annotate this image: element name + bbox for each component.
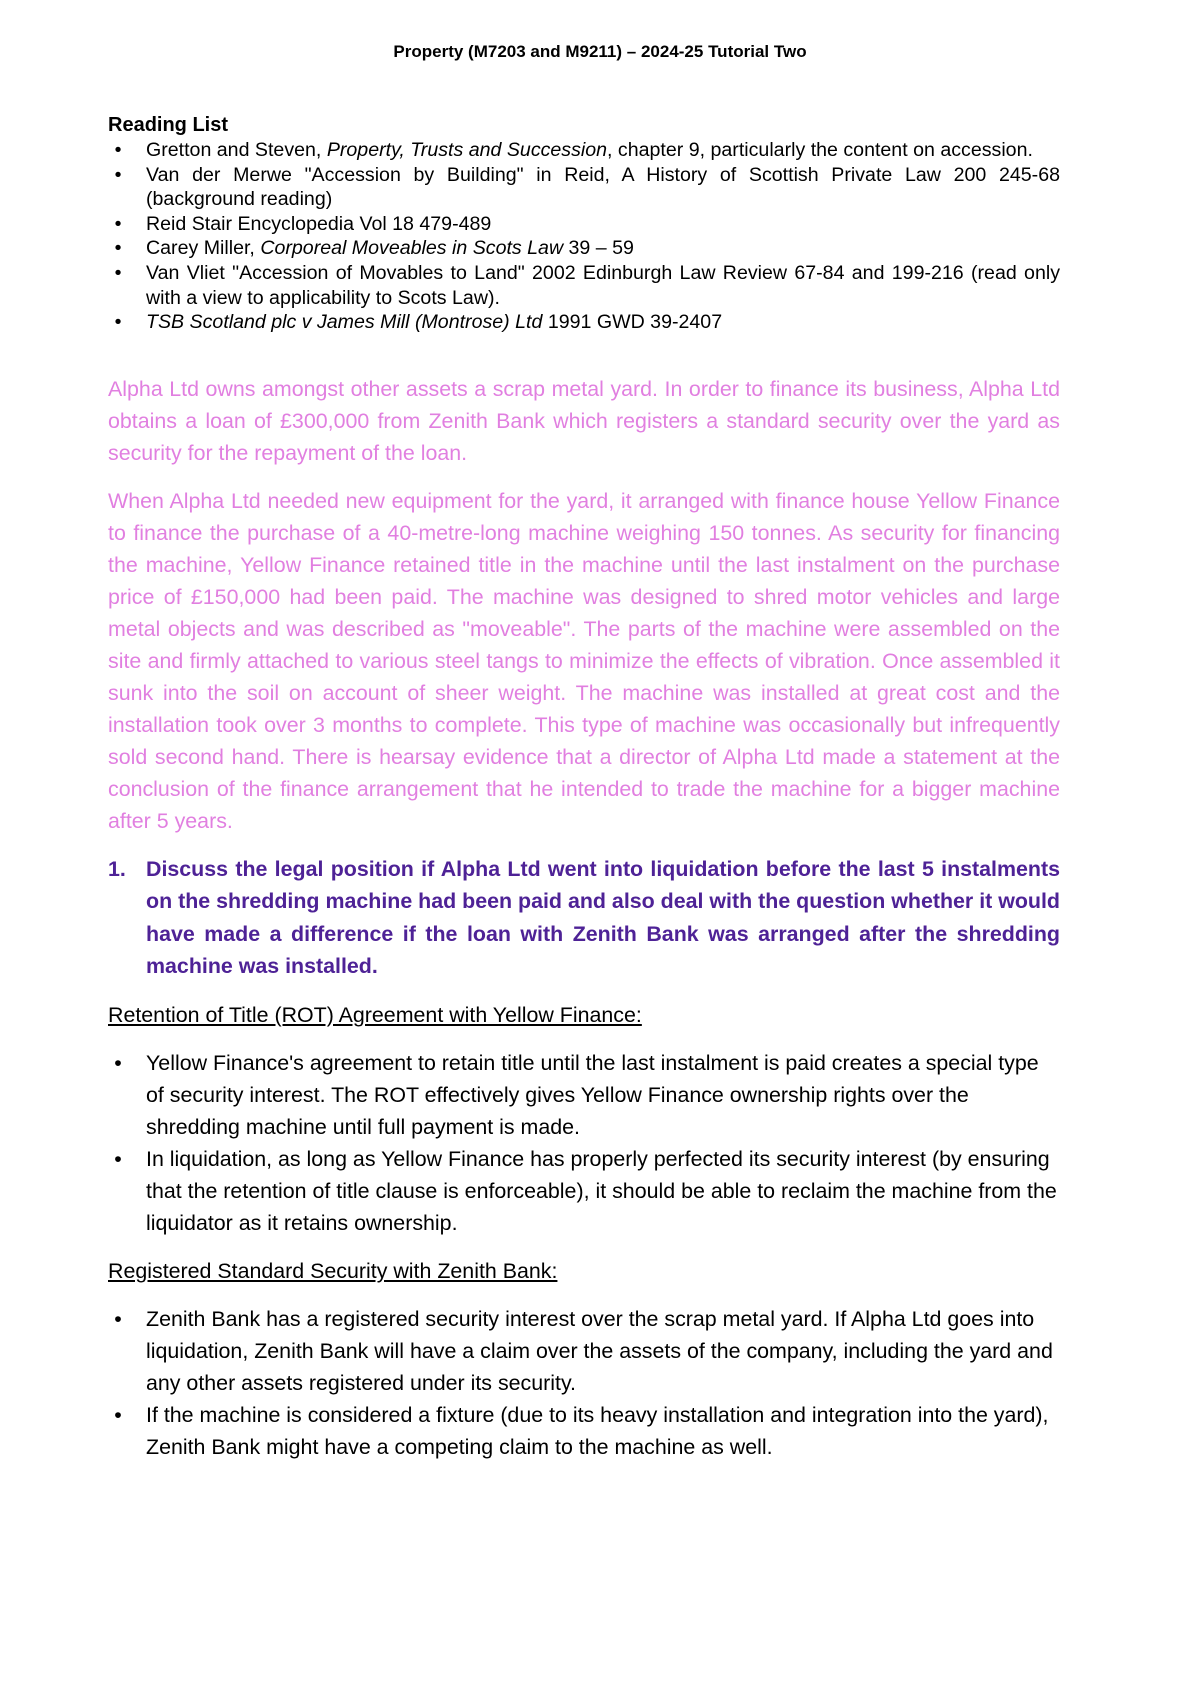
question-text: Discuss the legal position if Alpha Ltd went into liquidation before the last 5 instalments on the shredding machine had been paid and also deal with the question whether it would have made a difference if the loan with Zenith Bank was arranged after the shredding machine was installed. <box>146 856 1060 979</box>
reading-list <box>108 138 1060 335</box>
answer-bullet: • Yellow Finance's agreement to retain title until the last instalment is paid creates a special type of security interest. The ROT effectively gives Yellow Finance ownership rights over the shredding machine until full payment is made. <box>108 1047 1060 1143</box>
reading-list-item: • Van der Merwe "Accession by Building" in Reid, A History of Scottish Private Law 200 245-68 (background reading) <box>108 163 1060 212</box>
bullet-icon: • <box>114 212 122 235</box>
bullet-icon: • <box>114 237 122 260</box>
reading-list-item: • Carey Miller, Corporeal Moveables in Scots Law 39 – 59 <box>108 236 1060 261</box>
bullet-icon: • <box>114 1050 122 1075</box>
document-content <box>108 113 1060 1463</box>
bullet-icon: • <box>114 311 122 334</box>
question-1 <box>108 853 1060 983</box>
standard-security-section-heading: Registered Standard Security with Zenith Bank: <box>108 1258 558 1283</box>
scenario-paragraph-1: Alpha Ltd owns amongst other assets a scrap metal yard. In order to finance its business, Alpha Ltd obtains a loan of £300,000 from Zenith Bank which registers a standard security over the yard as security for the repayment of the loan. <box>108 376 1060 465</box>
reading-list-item: • Gretton and Steven, Property, Trusts and Succession, chapter 9, particularly the content on accession. <box>108 138 1060 163</box>
bullet-icon: • <box>114 261 122 284</box>
rot-bullet-list <box>108 1047 1060 1239</box>
answer-bullet: • If the machine is considered a fixture (due to its heavy installation and integration into the yard), Zenith Bank might have a competing claim to the machine as well. <box>108 1399 1060 1463</box>
standard-security-bullet-list <box>108 1303 1060 1463</box>
rot-section-heading: Retention of Title (ROT) Agreement with Yellow Finance: <box>108 1002 642 1027</box>
bullet-icon: • <box>114 1306 122 1331</box>
reading-list-title: Reading List <box>108 114 229 136</box>
answer-bullet: • Zenith Bank has a registered security interest over the scrap metal yard. If Alpha Ltd goes into liquidation, Zenith Bank will have a claim over the assets of the company, including the yard and any other assets registered under its security. <box>108 1303 1060 1399</box>
bullet-icon: • <box>114 139 122 161</box>
bullet-icon: • <box>114 1146 122 1171</box>
reading-list-item: • Van Vliet "Accession of Movables to Land" 2002 Edinburgh Law Review 67-84 and 199-216 (read only with a view to applicability to Scots Law). <box>108 261 1060 310</box>
bullet-icon: • <box>114 163 122 186</box>
question-number: 1. <box>108 856 126 881</box>
reading-list-item: • Reid Stair Encyclopedia Vol 18 479-489 <box>108 212 1060 237</box>
answer-bullet: • In liquidation, as long as Yellow Finance has properly perfected its security interest (by ensuring that the retention of title clause is enforceable), it should be able to reclaim the machine from the liquidator as it retains ownership. <box>108 1143 1060 1239</box>
reading-list-item: • TSB Scotland plc v James Mill (Montrose) Ltd 1991 GWD 39-2407 <box>108 310 1060 335</box>
scenario-paragraph-2: When Alpha Ltd needed new equipment for the yard, it arranged with finance house Yellow Finance to finance the purchase of a 40-metre-long machine weighing 150 tonnes. As security for financing the machine, Yellow Finance retained title in the machine until the last instalment on the purchase price of £150,000 had been paid. The machine was designed to shred motor vehicles and large metal objects and was described as "moveable". The parts of the machine were assembled on the site and firmly attached to various steel tangs to minimize the effects of vibration. Once assembled it sunk into the soil on account of sheer weight. The machine was installed at great cost and the installation took over 3 months to complete. This type of machine was occasionally but infrequently sold second hand. There is hearsay evidence that a director of Alpha Ltd made a statement at the conclusion of the finance arrangement that he intended to trade the machine for a bigger machine after 5 years. <box>108 488 1060 833</box>
page-header-title: Property (M7203 and M9211) – 2024-25 Tutorial Two <box>393 42 807 61</box>
bullet-icon: • <box>114 1402 122 1427</box>
